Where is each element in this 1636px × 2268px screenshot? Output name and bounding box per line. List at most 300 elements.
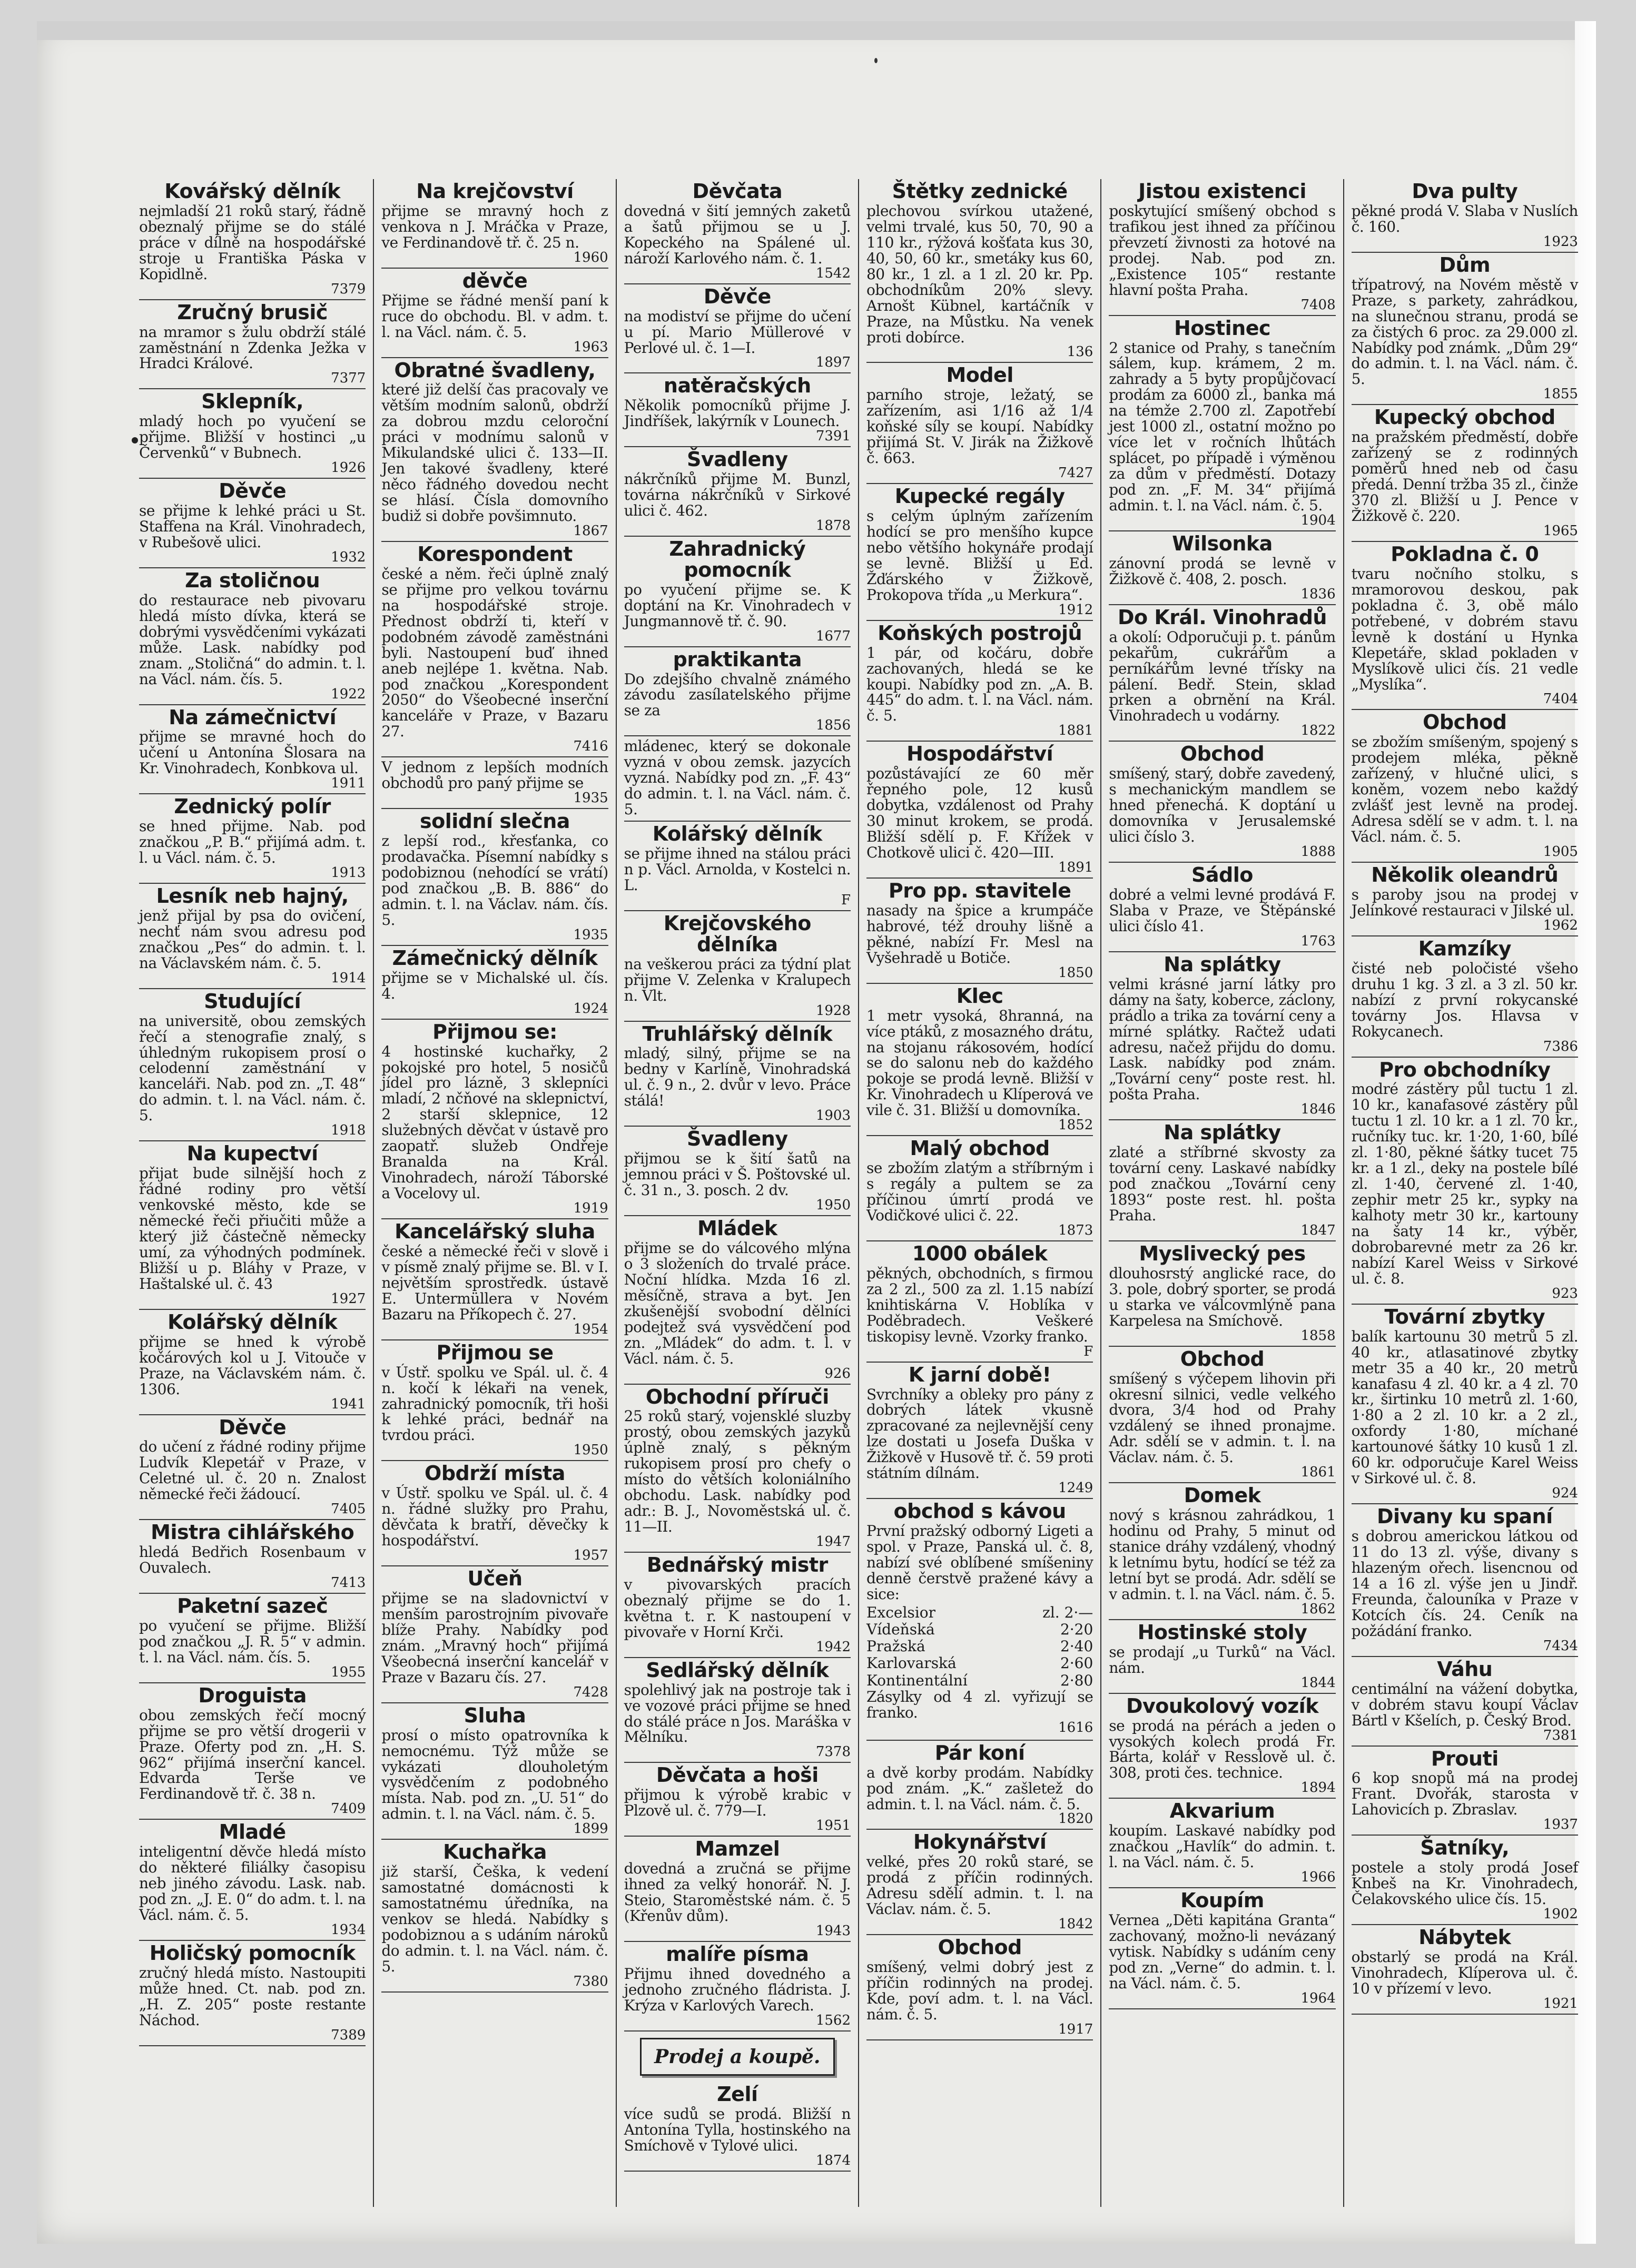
ad-code: 7381 xyxy=(1543,1727,1578,1743)
ad-code: 1542 xyxy=(815,265,851,281)
column-4 xyxy=(859,179,1101,2207)
ad-text: po vyučení přijme se. K doptání na Kr. Vinohradech v Jungmannově tř. č. 90. xyxy=(624,580,851,630)
ad-text: na universitě, obou zemských řečí a stenografie znalý, s úhledným rukopisem prosí o celodenní zaměstnání v kanceláři. Nab. pod zn. „T. 48“ do admin. t. l. na Václ. nám. č. 5. xyxy=(139,1012,366,1125)
classified-ad xyxy=(1352,405,1578,542)
classified-ad xyxy=(139,300,366,390)
ad-code: 1899 xyxy=(573,1821,608,1837)
ad-code: 1820 xyxy=(1058,1811,1093,1827)
ad-title: Nábytek xyxy=(1418,1926,1511,1949)
ad-title: Zahradnický pomocník xyxy=(669,537,806,581)
coffee-name: Kontinentální xyxy=(866,1671,968,1689)
classified-ad xyxy=(381,809,608,946)
classified-ad xyxy=(866,484,1093,621)
ad-code: 1919 xyxy=(573,1200,608,1217)
ad-title: Klec xyxy=(956,984,1003,1008)
ad-text: na modiství se přijme do učení u pí. Mario Müllerové v Perlové ul. č. 1—I. xyxy=(624,307,851,357)
ad-title: Kolářský dělník xyxy=(167,1310,338,1334)
classified-ad xyxy=(866,1363,1093,1500)
ad-title: Droguista xyxy=(198,1683,307,1707)
ad-title: Holičský pomocník xyxy=(149,1941,356,1965)
ad-code: 7389 xyxy=(331,2027,366,2043)
ad-text: Svrchníky a obleky pro pány z dobrých látek vkusně zpracované za nejlevnější ceny lze dostati u Josefa Duška v Žižkově v Husově tř. č. 59 proti státním dílnám. xyxy=(866,1385,1093,1482)
classified-ad xyxy=(381,1461,608,1566)
ad-text: tvaru nočního stolku, s mramorovou deskou, pak pokladna č. 3, obě málo potřebené, v dobrém stavu levně k dostání u Hynka Klepetáře, sklad pokladen v Myslíkově ulici čís. 21 vedle „Myslíka“. xyxy=(1351,565,1578,693)
ad-code: 1850 xyxy=(1058,964,1093,981)
ad-text: na pražském předměstí, dobře zařízený se z rodinných poměrů hned neb od času předá. Denní tržba 35 zl., činže 370 zl. Bližší u J. Pence v Žižkově č. 220. xyxy=(1351,428,1578,525)
ad-title: natěračských xyxy=(663,374,811,398)
ad-title: Myslivecký pes xyxy=(1139,1241,1306,1265)
ad-text: 6 kop snopů má na prodej Frant. Dvořák, starosta v Lahovicích p. Zbraslav. xyxy=(1351,1769,1578,1819)
classified-ad xyxy=(1109,179,1335,316)
ad-text: zánovní prodá se levně v Žižkově č. 408, 2. posch. xyxy=(1109,554,1336,588)
classified-ad xyxy=(866,363,1093,484)
ad-text: na veškerou práci za týdní plat přijme V. Zelenka v Kralupech n. Vlt. xyxy=(624,955,851,1004)
ad-text: mládenec, který se dokonale vyzná v obou zemsk. jazycích vyzná. Nabídky pod zn. „F. 43“ do admin. t. l. na Václ. nám. č. 5. xyxy=(624,737,851,819)
ad-text: V jednom z lepších modních obchodů pro paný přijme se xyxy=(381,758,608,792)
ad-text: české a německé řeči v slově i v písmě znalý přijme se. Bl. v I. největším sprostředk. ústavě E. Untermüllera v Novém Bazaru na Příkopech č. 27. xyxy=(381,1242,608,1323)
ad-title: Wilsonka xyxy=(1172,531,1273,555)
ad-code: 1861 xyxy=(1300,1464,1336,1481)
ad-title: obchod s kávou xyxy=(893,1500,1066,1523)
ad-text: s dobrou americkou látkou od 11 do 13 zl. výše, divany s hlazeným ořech. lisencnou od 14 a 16 zl. výše jen u Jindř. Freunda, čalouníka v Praze v Kotcích čís. 24. Ceník na požádání franko. xyxy=(1351,1527,1578,1640)
ad-code: 1934 xyxy=(331,1922,366,1938)
classified-ad xyxy=(139,1520,366,1594)
classified-ad xyxy=(139,389,366,479)
ad-code: 7416 xyxy=(573,738,608,755)
ad-title: Sklepník, xyxy=(201,390,304,413)
classified-ad xyxy=(139,479,366,568)
ad-text: dobré a velmi levné prodává F. Slaba v Praze, ve Štěpánské ulici číslo 41. xyxy=(1109,885,1336,935)
classified-ad xyxy=(1109,742,1335,863)
ad-code: 1960 xyxy=(573,249,608,265)
ad-title: Děvče xyxy=(219,1415,287,1439)
ad-text: do restaurace neb pivovaru hledá místo dívka, která se dobrými vysvědčeními vykázati může. Lask. nabídky pod znam. „Stoličná“ do admin. t. l. na Václ. nám. čís. 5. xyxy=(139,591,366,688)
classified-ad xyxy=(381,1703,608,1840)
ad-title: Mamzel xyxy=(695,1837,780,1861)
ad-code: 1935 xyxy=(573,926,608,943)
classified-ad xyxy=(139,179,366,300)
ad-text: které již delší čas pracovaly ve větším modním salonů, obdrží za dobrou mzdu celoroční práci v modnímu salonů v Mikulandské ulici č. 133—II. Jen takové švadleny, které něco řádného dovedou necht se hlásí. Čísla domovního budiž si dobře povšimnuto. xyxy=(381,381,608,525)
classified-ad xyxy=(1352,1058,1578,1305)
classified-ad xyxy=(624,911,851,1022)
classified-ad xyxy=(381,1340,608,1462)
ad-text: 4 hostinské kuchařky, 2 pokojské pro hotel, 5 nosičů jídel pro lázně, 3 sklepníci mladí, 2 nčňové na sklepnictví, 2 starší sklepnice, 12 služebných děvčat v ústavě pro zaopatř. služeb Ondřeje Branalda na Král. Vinohradech, nároží Táborské a Vocelovy ul. xyxy=(381,1042,608,1202)
ad-text: pozůstávající ze 60 měr řepného pole, 12 kusů dobytka, vzdálenost od Prahy 30 minut krokem, se prodá. Bližší sdělí p. F. Křížek v Chotkově ulici č. 420—III. xyxy=(866,765,1093,862)
ink-speck xyxy=(874,58,878,63)
ad-text: pěkných, obchodních, s firmou za 2 zl., 500 za zl. 1.15 nabízí knihtiskárna V. Hoblíka v Poděbradech. Veškeré tiskopisy levně. Vzorky franko. xyxy=(866,1264,1093,1345)
classified-ad xyxy=(1352,1504,1578,1657)
ad-text: s celým úplným zařízením hodící se pro menšího kupce nebo většího hokynáře prodají se levně. Bližší u Ed. Žďárského v Žižkově, Prokopova třída „u Merkura“. xyxy=(866,507,1093,604)
ad-text: obstarlý se prodá na Král. Vinohradech, Klíperova ul. č. 10 v přízemí v levo. xyxy=(1351,1948,1578,1997)
ad-code: 1942 xyxy=(815,1639,851,1655)
ad-title: Domek xyxy=(1184,1484,1261,1507)
ad-text: v Ústř. spolku ve Spál. ul. č. 4 n. řádné služky pro Prahu, děvčata k bratří, děvečky k hospodářství. xyxy=(381,1484,608,1550)
ad-code: 1921 xyxy=(1543,1995,1578,2011)
ad-text: na mramor s žulu obdrží stálé zaměstnání n Zdenka Ježka v Hradci Králové. xyxy=(139,323,366,372)
ad-text: mladý hoch po vyučení se přijme. Bližší v hostinci „u Červenků“ v Bubnech. xyxy=(139,412,366,462)
ad-code: 1891 xyxy=(1058,860,1093,875)
ad-text: nasady na špice a krumpáče habrové, též drouhy lišně a pěkné, nabízí Fr. Mesl na Vyšehradě u Botiče. xyxy=(866,901,1093,967)
ad-text: s paroby jsou na prodej v Jelínkové restauraci v Jilské ul. xyxy=(1351,885,1578,919)
ad-text: velmi krásné jarní látky pro dámy na šaty, koberce, záclony, prádlo a trika za tovární ceny a mírné splátky. Račtež udati adresu, načež přijdu do domu. Lask. nabídky pod znám. „Tovární ceny“ poste rest. hl. pošta Praha. xyxy=(1109,975,1336,1103)
classified-ad xyxy=(866,179,1093,363)
ad-code: 7404 xyxy=(1543,691,1578,707)
ad-text: se zbožím smíšeným, spojený s prodejem mléka, pěkně zařízený, v hlučné ulici, s koněm, vozem nebo každý zvlášť jest levně na prodej. Adresa sdělí se v adm. t. l. na Václ. nám. č. 5. xyxy=(1351,733,1578,846)
classified-ad xyxy=(624,1942,851,2032)
coffee-price: 2·40 xyxy=(1060,1638,1093,1655)
ad-code: 1847 xyxy=(1300,1222,1336,1238)
ad-text: postele a stoly prodá Josef Knbeš na Kr. Vinohradech, Čelakovského ulice čís. 15. xyxy=(1351,1859,1578,1908)
ad-title: Krejčovského dělníka xyxy=(663,911,811,956)
classified-ad xyxy=(866,742,1093,879)
ad-title: Model xyxy=(946,363,1013,387)
ad-code: 1935 xyxy=(573,790,608,806)
ad-title: Akvarium xyxy=(1169,1799,1275,1823)
classified-ad xyxy=(1109,1241,1335,1347)
ad-text: smíšený s výčepem lihovin při okresní silnici, vedle velkého dvora, 3/4 hod od Prahy vzdálený se ihned pronajme. Adr. sdělí se v admin. t. l. na Václav. nám. č. 5. xyxy=(1109,1369,1336,1466)
ad-code: 1904 xyxy=(1300,512,1336,528)
classified-ad xyxy=(1109,1694,1335,1799)
classified-ad xyxy=(624,1837,851,1942)
ad-title: Mládek xyxy=(697,1217,777,1240)
ad-text: čisté neb poločisté všeho druhu 1 kg. 3 zl. a 3 zl. 50 kr. nabízí z první rokycanské továrny Jos. Hlavsa v Rokycanech. xyxy=(1351,959,1578,1040)
ad-text: dlouhosrstý anglické race, do 3. pole, dobrý sporter, se prodá u starka ve válcovmlýně pana Karpelesa na Smíchově. xyxy=(1109,1264,1336,1329)
coffee-price: zl. 2·— xyxy=(1042,1603,1093,1621)
ad-text: dovedná a zručná se přijme ihned za velký honorář. N. J. Steio, Staroměstské nám. č. 5 (Křenův dům). xyxy=(624,1860,851,1925)
ad-text: třípatrový, na Novém městě v Praze, s parkety, zahrádkou, na slunečnou stranu, prodá se za čistých 6 proc. za 29.000 zl. Nabídky pod známk. „Dům 29“ do admin. t. l. na Václ. nám. č. 5. xyxy=(1351,275,1578,388)
ad-code: 1878 xyxy=(815,518,851,534)
classified-ad xyxy=(624,1763,851,1837)
ad-title: K jarní době! xyxy=(908,1363,1051,1386)
ad-code: 7405 xyxy=(331,1501,366,1517)
ad-code: 1955 xyxy=(331,1664,366,1680)
classified-ad xyxy=(381,946,608,1020)
ad-text: 1 metr vysoká, 8hranná, na více ptáků, z mosazného drátu, na stojanu rákosovém, hodící se do salonu neb do každého pokoje se prodá levně. Bližší v Kr. Vinohradech u Klíperová ve vile č. 31. Bližší u domovníka. xyxy=(866,1007,1093,1119)
ad-title: Divany ku spaní xyxy=(1376,1505,1553,1529)
ad-code: 7409 xyxy=(331,1801,366,1817)
ad-code: 1905 xyxy=(1543,844,1578,860)
ad-title: 1000 obálek xyxy=(912,1241,1048,1265)
ad-text: a okolí: Odporučuji p. t. pánům pekařům, cukrářům a perníkářům levné třísky na pálení. Bedř. Stein, sklad prken a obrnění na Král. Vinohradech u vodárny. xyxy=(1109,628,1336,725)
ad-text: dovedná v šití jemných zaketů a šatů přijmou se u J. Kopeckého na Spálené ul. nároží Karlového nám. č. 1. xyxy=(624,202,851,267)
ad-title: Kolářský dělník xyxy=(652,822,822,846)
ad-title: Na zámečnictví xyxy=(169,705,337,729)
price-row xyxy=(866,1672,1093,1689)
classified-ad xyxy=(624,2082,851,2172)
ad-text: První pražský odborný Ligeti a spol. v Praze, Panská ul. č. 8, nabízí své oblíbené smíšeniny denně čerstvě pražené kávy a sice: xyxy=(866,1522,1093,1603)
ad-text: přijmou k výrobě krabic v Plzově ul. č. 779—I. xyxy=(624,1786,851,1820)
ad-title: Bednářský mistr xyxy=(646,1553,828,1577)
ad-title: Truhlářský dělník xyxy=(642,1022,833,1046)
ad-title: Pokladna č. 0 xyxy=(1391,542,1539,566)
classified-ad xyxy=(1109,316,1335,531)
ad-code: 1249 xyxy=(1058,1480,1093,1496)
ad-code: 1937 xyxy=(1543,1817,1578,1833)
ad-text: Přijme se řádné menší paní k ruce do obchodu. Bl. v adm. t. l. na Václ. nám. č. 5. xyxy=(381,291,608,341)
ad-code: 1927 xyxy=(331,1290,366,1307)
ad-title: Obchod xyxy=(1423,711,1507,734)
ad-title: Lesník neb hajný, xyxy=(156,884,349,908)
ad-text: přijme se mravné hoch do učení u Antonína Šlosara na Kr. Vinohradech, Konbkova ul. xyxy=(139,728,366,777)
ad-title: Zelí xyxy=(717,2083,758,2106)
ad-title: Kuchařka xyxy=(443,1840,547,1864)
ad-code: 1862 xyxy=(1300,1601,1336,1617)
classified-ad xyxy=(866,1935,1093,2040)
ad-text: se přijme k lehké práci u St. Staffena na Král. Vinohradech, v Rubešově ulici. xyxy=(139,502,366,551)
classified-ad xyxy=(381,1566,608,1703)
classified-ad xyxy=(381,179,608,269)
classified-ad xyxy=(866,1830,1093,1935)
ad-text: přijme se hned k výrobě kočárových kol u J. Vitouče v Praze, na Václavském nám. č. 1306. xyxy=(139,1333,366,1398)
ad-text: Přijmu ihned dovedného a jednoho zručného fládrista. J. Krýza v Karlových Varech. xyxy=(624,1965,851,2014)
ad-code: 1836 xyxy=(1300,586,1336,602)
ad-code: 1917 xyxy=(1058,2021,1093,2037)
ad-code: 1912 xyxy=(1058,601,1093,618)
classified-ad xyxy=(1109,531,1335,605)
ad-text: v Ústř. spolku ve Spál. ul. č. 4 n. kočí k lékaři na venek, zahradnický pomocník, tři hoši k lehké práci, bednář na tvrdou práci. xyxy=(381,1363,608,1444)
ad-code: F xyxy=(841,892,851,908)
ad-title: Sádlo xyxy=(1191,863,1253,887)
ad-code: 7434 xyxy=(1543,1638,1578,1654)
ad-title: Obchod xyxy=(1180,742,1265,766)
ad-title: Přijmou se: xyxy=(432,1020,557,1043)
ad-title: Obratné švadleny, xyxy=(394,358,596,382)
ad-code: 1914 xyxy=(331,970,366,986)
classified-ad xyxy=(624,537,851,647)
ad-code: 1856 xyxy=(815,717,851,734)
ad-code: 1966 xyxy=(1300,1869,1336,1886)
ad-title: Mistra cihlářského xyxy=(151,1521,354,1544)
ad-text: hledá Bedřich Rosenbaum v Ouvalech. xyxy=(139,1543,366,1577)
ad-title: Zednický polír xyxy=(174,795,331,819)
classified-ad xyxy=(866,1136,1093,1241)
ad-code: 1842 xyxy=(1058,1916,1093,1932)
ad-code: F xyxy=(1083,1343,1093,1359)
ad-code: 1894 xyxy=(1300,1780,1336,1796)
column-2 xyxy=(374,179,616,2207)
column-1 xyxy=(132,179,374,2207)
price-row xyxy=(866,1638,1093,1655)
ad-code: 7427 xyxy=(1058,465,1093,481)
ad-code: 1922 xyxy=(331,686,366,702)
classified-ad xyxy=(1352,1836,1578,1925)
ad-text: smíšený, velmi dobrý jest z příčin rodinných na prodej. Kde, poví adm. t. l. na Václ. nám. č. 5. xyxy=(866,1958,1093,2023)
ad-code: 1965 xyxy=(1543,522,1578,539)
ad-code: 1954 xyxy=(573,1321,608,1337)
ad-title: Děvče xyxy=(703,284,771,308)
classified-ad xyxy=(624,1553,851,1658)
ad-code: 7377 xyxy=(331,370,366,387)
ad-title: malíře písma xyxy=(666,1942,809,1966)
classified-ad xyxy=(1109,1120,1335,1241)
classified-ad xyxy=(1352,542,1578,711)
classified-ad xyxy=(139,1141,366,1310)
ad-text: mladý, silný, přijme se na bedny v Karlíně, Vinohradská ul. č. 9 n., 2. dvůr v levo. Práce stálá! xyxy=(624,1044,851,1110)
ad-text: 25 roků starý, vojensklé sluzby prostý, obou zemských jazyků úplně znalý, s pěkným rukopisem prosí pro chefy o místo do větších koloniálního obchodu. Lask. nabídky pod adr.: B. J., Novoměstská ul. č. 11—II. xyxy=(624,1407,851,1536)
ad-title: Několik oleandrů xyxy=(1371,863,1559,887)
ad-title: Kancelářský sluha xyxy=(395,1220,595,1244)
ad-title: Učeň xyxy=(467,1567,523,1591)
ad-code: 1951 xyxy=(815,1818,851,1834)
ad-code: 136 xyxy=(1067,344,1093,360)
classified-ad xyxy=(1109,1347,1335,1484)
classified-ad xyxy=(1109,952,1335,1121)
ad-title: Na splátky xyxy=(1164,952,1281,976)
ad-code: 1874 xyxy=(815,2152,851,2168)
price-row xyxy=(866,1621,1093,1638)
ad-text: se hned přijme. Nab. pod značkou „P. B.“ přijímá adm. t. l. u Václ. nám. č. 5. xyxy=(139,817,366,867)
ad-title: Koňských postrojů xyxy=(878,621,1082,645)
ad-code: 7408 xyxy=(1300,297,1336,313)
column-3 xyxy=(617,179,859,2207)
coffee-name: Pražská xyxy=(866,1638,925,1655)
ad-text: inteligentní děvče hledá místo do některé filiálky časopisu neb jiného závodu. Lask. nab. pod zn. „J. E. 0“ do adm. t. l. na Václ. nám. č. 5. xyxy=(139,1843,366,1924)
ad-text: Do zdejšího chvalně známého závodu zasílatelského přijme se za xyxy=(624,670,851,719)
ad-text: balík kartounu 30 metrů 5 zl. 40 kr., atlasatinové zbytky metr 35 a 40 kr., 20 metrů kanafasu 4 zl. 40 kr. a 4 zl. 70 kr., širtinku 10 metrů zl. 1·60, 1·80 a 2 zl. 10 kr. a 2 zl., oxfordy 1·80, míchané kartounové šátky 10 kusů 1 zl. 60 kr. odporučuje Karel Weiss v Sirkové ul. č. 8. xyxy=(1351,1327,1578,1487)
ad-title: Prouti xyxy=(1431,1747,1499,1770)
ad-title: Hokynářství xyxy=(913,1830,1047,1854)
ad-code: 1616 xyxy=(1058,1719,1093,1735)
ad-title: Studující xyxy=(204,989,301,1013)
coffee-name: Karlovarská xyxy=(866,1654,957,1672)
ad-title: děvče xyxy=(462,269,528,292)
classified-ad xyxy=(866,984,1093,1137)
price-row xyxy=(866,1604,1093,1621)
ad-title: praktikanta xyxy=(673,647,802,671)
ad-title: Švadleny xyxy=(687,1127,788,1151)
ad-code: 923 xyxy=(1552,1285,1578,1301)
ad-code: 7428 xyxy=(573,1684,608,1700)
ad-title: Děvče xyxy=(219,479,287,503)
ad-text: v pivovarských pracích obeznalý přijme se do 1. května t. r. K nastoupení v pivovaře v Horní Krči. xyxy=(624,1575,851,1641)
ad-text: se prodá na pérách a jeden o vysokých kolech prodá Fr. Bárta, kolář v Resslově ul. č. 308, proti čes. technice. xyxy=(1109,1717,1336,1782)
ad-code: 7378 xyxy=(815,1744,851,1760)
ad-code: 1941 xyxy=(331,1396,366,1412)
classified-ad xyxy=(866,1241,1093,1363)
ad-code: 1964 xyxy=(1300,1990,1336,2006)
classified-ad xyxy=(381,1840,608,1993)
ad-title: Přijmou se xyxy=(436,1340,554,1364)
classified-ad xyxy=(866,621,1093,742)
ad-text: přijme se mravný hoch z venkova n J. Mráčka v Praze, ve Ferdinandově tř. č. 25 n. xyxy=(381,202,608,251)
classified-ad xyxy=(139,1415,366,1521)
ad-title: Kupecký obchod xyxy=(1374,406,1555,429)
ad-code: 1950 xyxy=(815,1197,851,1213)
classified-ad xyxy=(624,822,851,911)
ad-title: Kamzíky xyxy=(1418,936,1511,960)
ad-title: Tovární zbytky xyxy=(1384,1305,1545,1328)
ad-text: do učení z řádné rodiny přijme Ludvík Klepetář v Praze, v Celetné ul. č. 20 n. Znalost německé řeči žádoucí. xyxy=(139,1438,366,1503)
classified-ad xyxy=(624,373,851,447)
ad-text: přijat bude silnější hoch z řádné rodiny pro větší venkovské město, kde se německé řeči přiučiti může a který již částečně německy umí, za výhodných podmínek. Bližší u p. Bláhy v Praze, v Haštalské ul. č. 43 xyxy=(139,1165,366,1293)
ad-code: 1943 xyxy=(815,1922,851,1939)
classified-ad xyxy=(866,1741,1093,1830)
classified-ad xyxy=(624,284,851,374)
ad-code: 1888 xyxy=(1300,844,1336,860)
ad-title: Kovářský dělník xyxy=(164,180,341,203)
coffee-price: 2·80 xyxy=(1060,1671,1093,1689)
classified-ad xyxy=(381,1020,608,1219)
ad-text: přijmou se k šití šatů na jemnou práci v Š. Poštovské ul. č. 31 n., 3. posch. 2 dv. xyxy=(624,1150,851,1199)
coffee-price: 2·60 xyxy=(1060,1654,1093,1672)
ad-code: 7391 xyxy=(815,428,851,445)
classified-ad xyxy=(624,1216,851,1385)
ad-code: 1950 xyxy=(573,1442,608,1458)
coffee-price-list xyxy=(866,1604,1093,1734)
ad-text: modré zástěry půl tuctu 1 zl. 10 kr., kanafasové zástěry půl tuctu 1 zl. 10 kr. a 1 zl. 70 kr., ručníky tuc. kr. 1·20, 1·60, bílé zl. 1·80, pěkné šátky tucet 75 kr. a 1 zl., deky na postele bílé zl. 1·40, červené zl. 1·40, zephir metr 25 kr., sypky na kalhoty metr 30 kr., kartouny na šaty 14 kr., výběr, dobrobarevné metr za 26 kr. nabízí Karel Weiss v Sirkové ul. č. 8. xyxy=(1351,1080,1578,1287)
ad-title: Koupím xyxy=(1180,1889,1264,1912)
classified-ad xyxy=(381,358,608,542)
ad-text: přijme se do válcového mlýna o 3 složeních do trvalé práce. Noční hlídka. Mzda 16 zl. měsíčně, strava a byt. Jen zkušenější svobodní dělníci podejtež svá vysvědčení pod zn. „Mládek“ do adm. t. l. v Václ. nám. č. 5. xyxy=(624,1239,851,1367)
ad-text: 2 stanice od Prahy, s tanečním sálem, kup. krámem, 2 m. zahrady a 5 byty propůjčovací prodám za 6000 zl., banka má na témže 2.700 zl. Zapotřebí jest 1000 zl., ostatní možno po více let v ročních lhůtách splácet, po případě i výměnou za dům v předměstí. Dotazy pod zn. „F. M. 34“ přijímá admin. t. l. na Václ. nám. č. 5. xyxy=(1109,339,1336,515)
ad-code: 1844 xyxy=(1300,1674,1336,1691)
ad-code: 1855 xyxy=(1543,386,1578,402)
ad-title: Obdrží místa xyxy=(425,1462,565,1485)
ad-code: 1926 xyxy=(331,460,366,476)
ad-text: více sudů se prodá. Bližší n Antonína Tylla, hostinského na Smíchově v Tylové ulici. xyxy=(624,2105,851,2154)
ad-code: 924 xyxy=(1552,1485,1578,1502)
classified-ad xyxy=(139,884,366,989)
ad-title: Malý obchod xyxy=(910,1137,1050,1160)
ad-text: poskytující smíšený obchod s trafikou jest ihned za příčinou převzetí živnosti za hotové na prodej. Nab. pod zn. „Existence 105“ restante hlavní pošta Praha. xyxy=(1109,202,1336,299)
ad-text: zručný hledá místo. Nastoupiti může hned. Ct. nab. pod zn. „H. Z. 205“ poste restante Náchod. xyxy=(139,1964,366,2029)
classified-ad xyxy=(624,1022,851,1127)
ad-title: Na splátky xyxy=(1164,1121,1281,1145)
ad-title: Za stoličnou xyxy=(185,568,320,592)
ad-title: Obchodní příruči xyxy=(645,1385,829,1408)
ad-text: přijme se v Michalské ul. čís. 4. xyxy=(381,969,608,1002)
ad-title: Dva pulty xyxy=(1412,180,1518,203)
ad-code: 1562 xyxy=(815,2012,851,2028)
ad-title: Na kupectví xyxy=(186,1142,318,1166)
classified-ad xyxy=(624,1385,851,1553)
ad-title: Sedlářský dělník xyxy=(646,1658,829,1682)
ad-code: 1867 xyxy=(573,522,608,539)
ad-text: po vyučení se přijme. Bližší pod značkou „J. R. 5“ v admin. t. l. na Václ. nám. čís. 5. xyxy=(139,1616,366,1666)
classified-ad xyxy=(1352,710,1578,863)
ad-title: Pro obchodníky xyxy=(1379,1058,1551,1081)
ad-title: Zručný brusič xyxy=(177,300,328,324)
column-5 xyxy=(1101,179,1344,2207)
ad-title: Hospodářství xyxy=(906,742,1053,766)
classified-ad xyxy=(624,447,851,537)
ad-text: smíšený, starý, dobře zavedený, s mechanickým mandlem se hned přenechá. K doptání u domovníka v Jerusalemské ulici číslo 3. xyxy=(1109,765,1336,846)
classified-ad xyxy=(624,179,851,284)
classified-ad xyxy=(381,269,608,358)
ad-text: zlaté a stříbrné skvosty za tovární ceny. Laskavé nabídky pod značkou „Tovární ceny 1893“ poste rest. hl. pošta Praha. xyxy=(1109,1143,1336,1225)
ad-text: 1 pár, od kočáru, dobře zachovaných, hledá se ke koupi. Nabídky pod zn. „A. B. 445“ do adm. t. l. na Václ. nám. č. 5. xyxy=(866,644,1093,725)
classified-ad xyxy=(1352,1305,1578,1504)
scan-top-edge xyxy=(37,21,1596,40)
classified-ad xyxy=(381,542,608,757)
ad-text: spolehlivý jak na postroje tak i ve vozové práci přijme se hned do stálé práce n Jos. Maráška v Mělníku. xyxy=(624,1681,851,1746)
ad-code: 1846 xyxy=(1300,1101,1336,1118)
ad-code: 1903 xyxy=(815,1108,851,1124)
ad-text: parního stroje, ležatý, se zařízením, asi 1/16 až 1/4 koňské síly se koupí. Nabídky přijímá St. V. Jirák na Žižkově č. 663. xyxy=(866,386,1093,467)
ad-title: Obchod xyxy=(1180,1347,1265,1370)
ad-title: Jistou existenci xyxy=(1138,180,1306,203)
ad-text: již starší, Češka, k vedení samostatné domácnosti k samostatnému úředníka, na venkov se hledá. Nabídky s podobiznou a s udáním nároků do admin. t. l. na Václ. nám. č. 5. xyxy=(381,1863,608,1975)
ad-code: 1963 xyxy=(573,339,608,355)
ad-title: Do Král. Vinohradů xyxy=(1117,605,1327,629)
ad-title: Štětky zednické xyxy=(892,180,1068,203)
ad-code: 1928 xyxy=(815,1002,851,1019)
ad-text: prosí o místo opatrovníka k nemocnému. Týž může se vykázati dlouholetým vysvědčením z podobného místa. Nab. pod zn. „U. 51“ do admin. t. l. na Václ. nám. č. 5. xyxy=(381,1726,608,1823)
classified-ad xyxy=(1109,863,1335,952)
classified-ad xyxy=(1352,253,1578,406)
ad-text: jenž přijal by psa do ovičení, nechť nám svou adresu pod značkou „Pes“ do admin. t. l. na Václavském nám. č. 5. xyxy=(139,906,366,972)
ad-code: 1763 xyxy=(1300,933,1336,949)
